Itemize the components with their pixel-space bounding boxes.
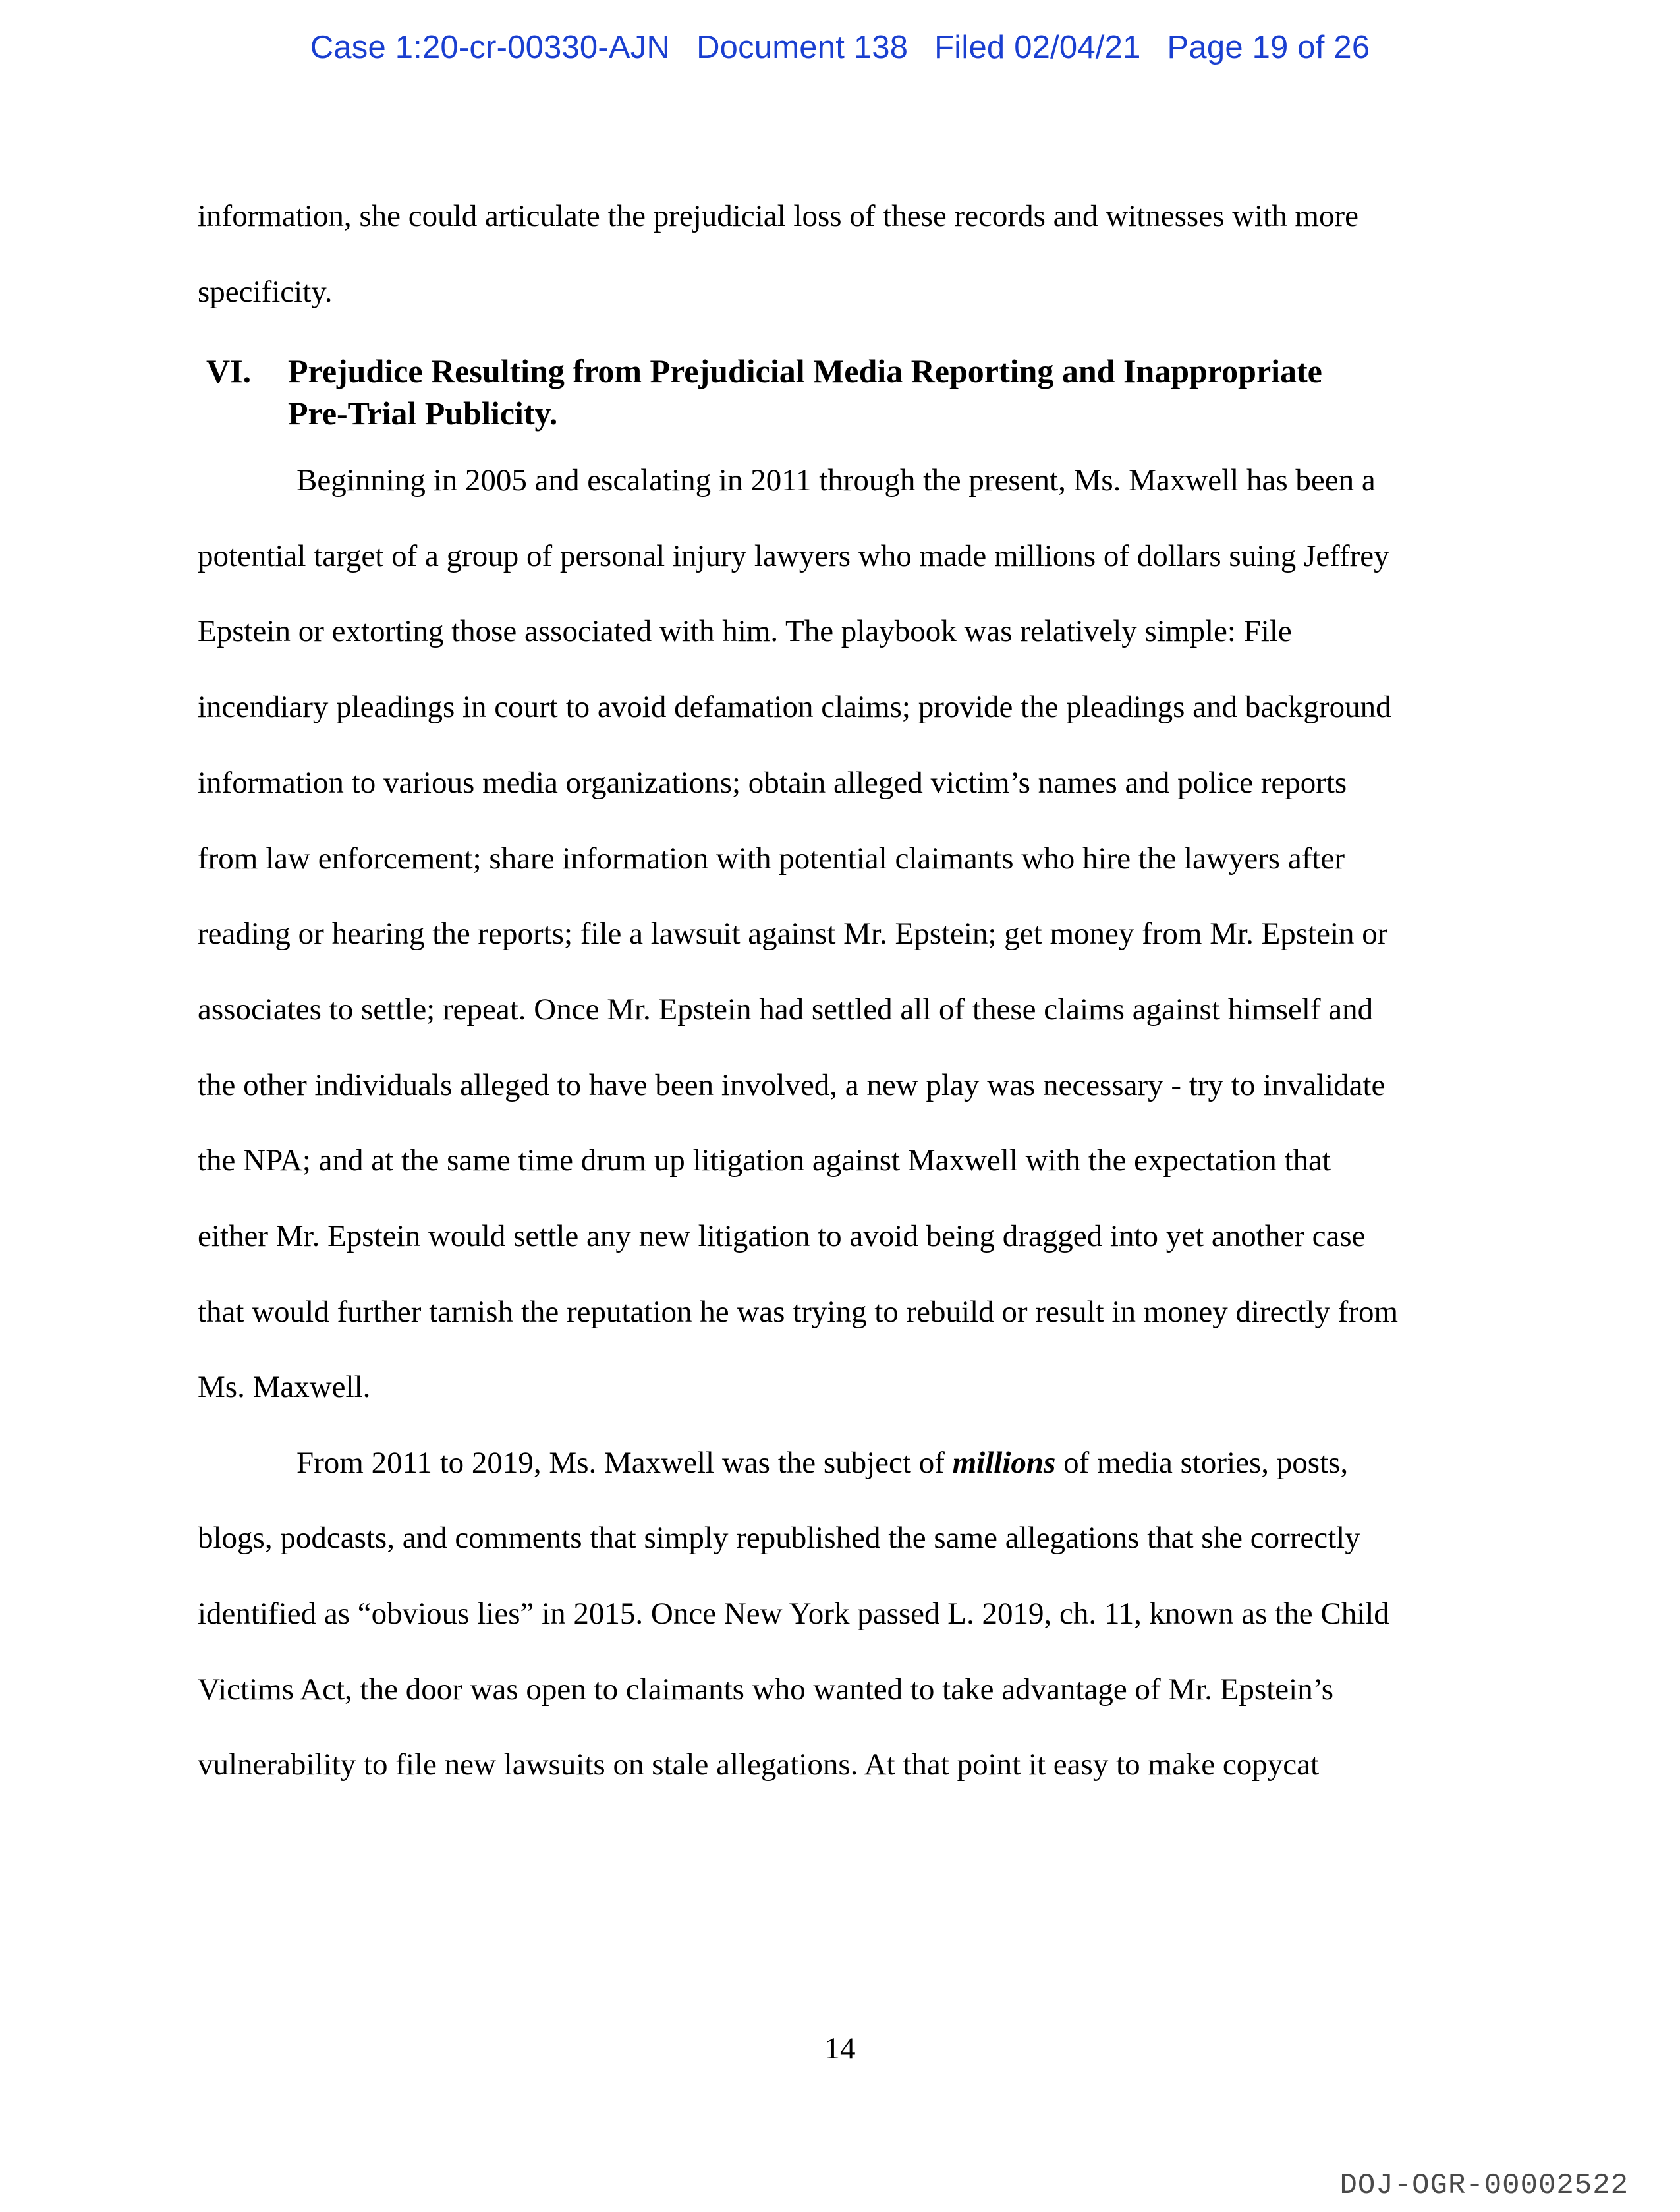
document-number: Document 138 xyxy=(696,30,909,65)
body-text: From 2011 to 2019, Ms. Maxwell was the subject of xyxy=(296,1446,953,1480)
body-line: potential target of a group of personal injury lawyers who made millions of dollars suing Jeffrey xyxy=(198,539,1389,573)
body-line: the NPA; and at the same time drum up litigation against Maxwell with the expectation that xyxy=(198,1143,1331,1177)
body-text: of media stories, posts, xyxy=(1055,1446,1349,1480)
body-line: associates to settle; repeat. Once Mr. Epstein had settled all of these claims against himself and xyxy=(198,992,1374,1027)
body-line xyxy=(296,1448,1348,1479)
case-number: Case 1:20-cr-00330-AJN xyxy=(310,30,671,65)
bates-number: DOJ-OGR-00002522 xyxy=(1339,2169,1629,2202)
body-line: Beginning in 2005 and escalating in 2011 through the present, Ms. Maxwell has been a xyxy=(296,463,1376,497)
emphasis-text: millions xyxy=(952,1446,1056,1480)
body-line: information, she could articulate the prejudicial loss of these records and witnesses with more xyxy=(198,199,1358,233)
body-line: blogs, podcasts, and comments that simply republished the same allegations that she correctly xyxy=(198,1521,1360,1555)
page-number: 14 xyxy=(824,2031,856,2066)
body-line: either Mr. Epstein would settle any new litigation to avoid being dragged into yet another case xyxy=(198,1219,1366,1253)
body-line: information to various media organizations; obtain alleged victim’s names and police reports xyxy=(198,766,1347,800)
body-line: Ms. Maxwell. xyxy=(198,1370,371,1404)
body-line: specificity. xyxy=(198,275,333,309)
body-line: vulnerability to file new lawsuits on stale allegations. At that point it easy to make copycat xyxy=(198,1747,1320,1782)
body-line: that would further tarnish the reputation he was trying to rebuild or result in money directly from xyxy=(198,1295,1399,1329)
page-of: Page 19 of 26 xyxy=(1167,30,1370,65)
section-heading: Prejudice Resulting from Prejudicial Media Reporting and Inappropriate xyxy=(288,353,1322,389)
body-line: from law enforcement; share information with potential claimants who hire the lawyers after xyxy=(198,841,1345,876)
section-number: VI. xyxy=(206,353,252,389)
filed-date: Filed 02/04/21 xyxy=(934,30,1141,65)
body-line: identified as “obvious lies” in 2015. Once New York passed L. 2019, ch. 11, known as the Child xyxy=(198,1597,1389,1631)
body-line: the other individuals alleged to have been involved, a new play was necessary - try to invalidate xyxy=(198,1068,1386,1102)
section-heading: Pre-Trial Publicity. xyxy=(288,395,558,432)
case-header xyxy=(0,29,1680,66)
body-line: incendiary pleadings in court to avoid defamation claims; provide the pleadings and background xyxy=(198,690,1391,724)
body-line: Epstein or extorting those associated with him. The playbook was relatively simple: File xyxy=(198,614,1292,648)
body-line: Victims Act, the door was open to claimants who wanted to take advantage of Mr. Epstein’s xyxy=(198,1672,1334,1707)
body-line: reading or hearing the reports; file a lawsuit against Mr. Epstein; get money from Mr. Epstein or xyxy=(198,917,1388,951)
